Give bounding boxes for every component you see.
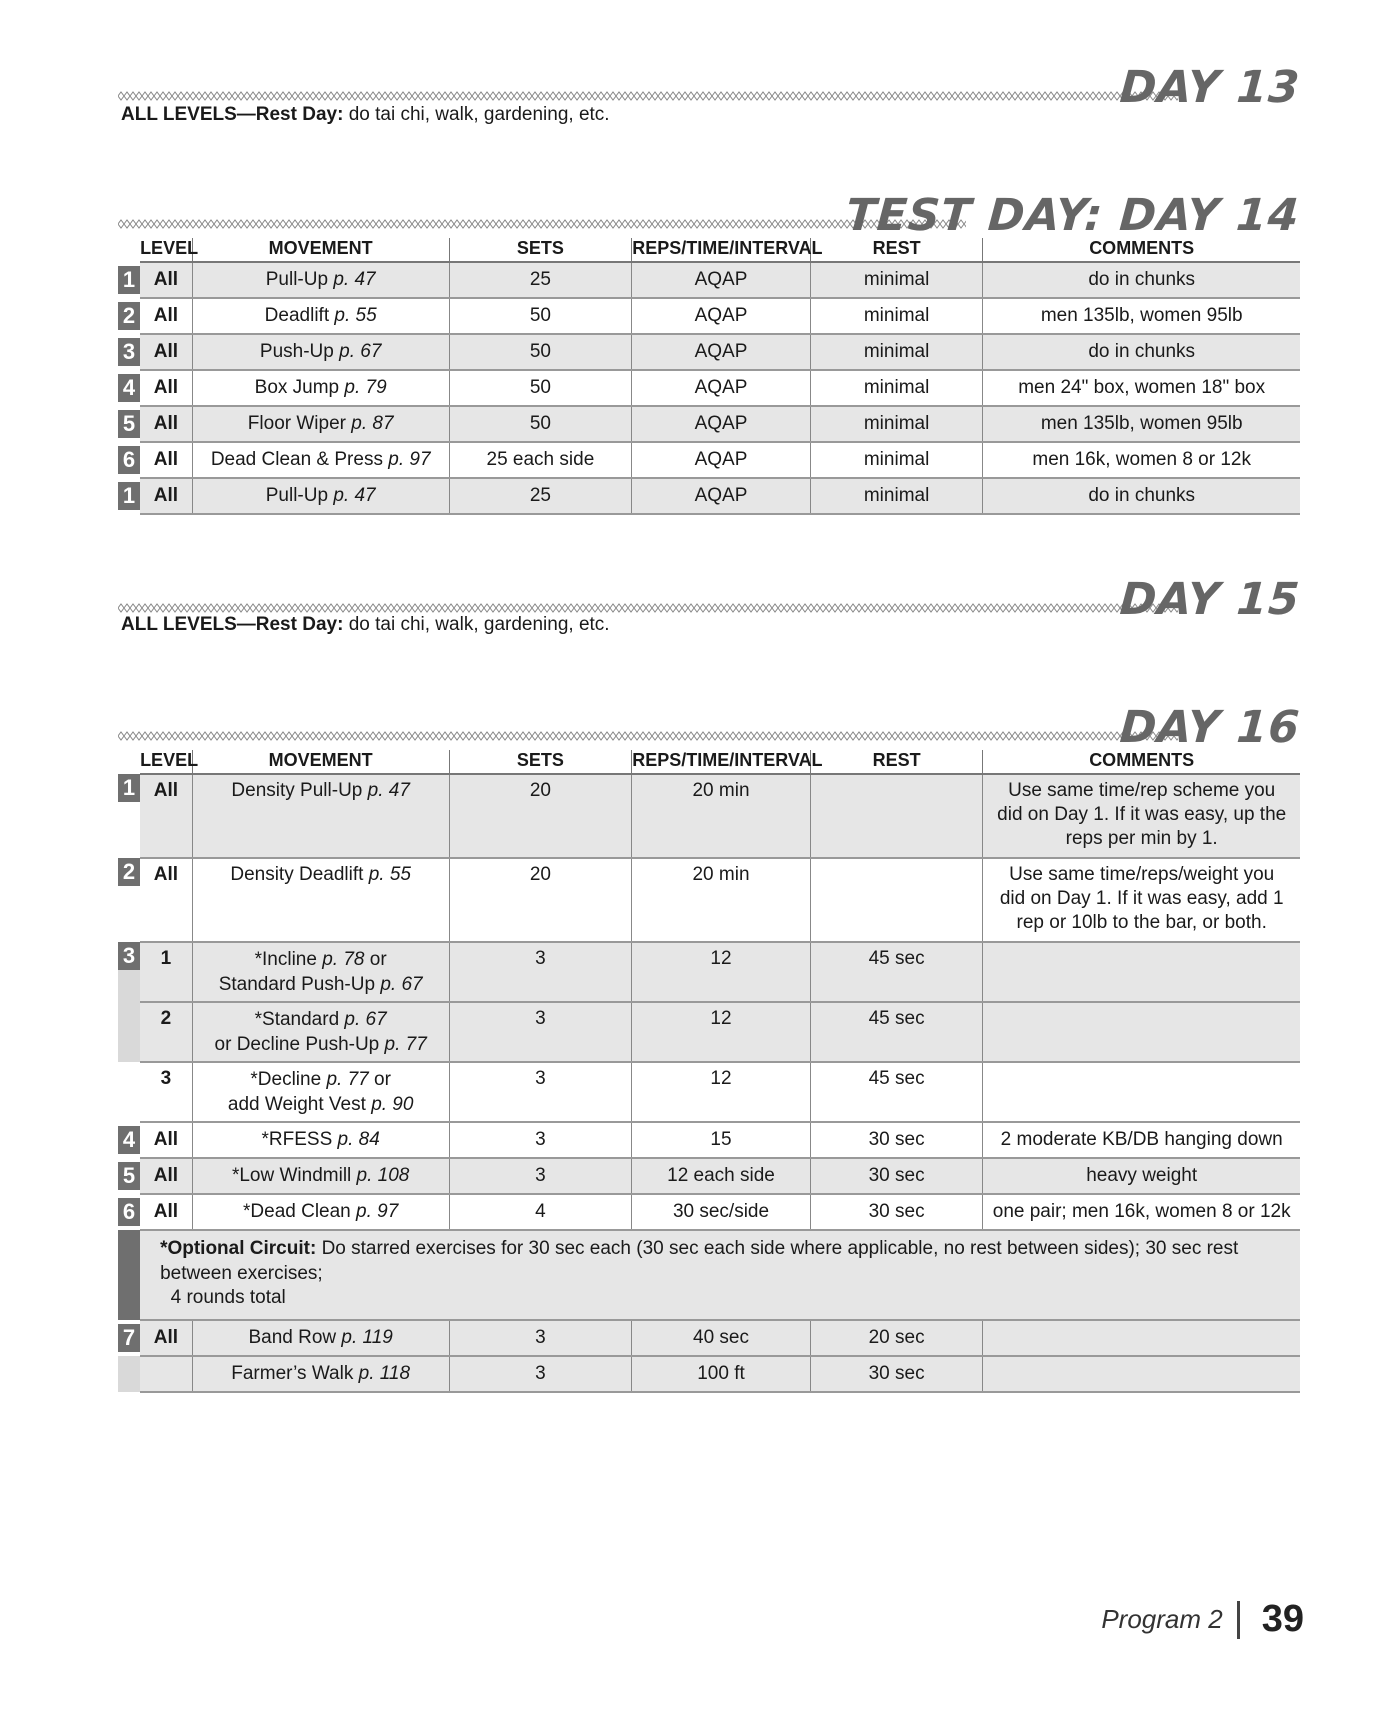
reps-cell: 20 min bbox=[632, 774, 811, 858]
comments-cell: one pair; men 16k, women 8 or 12k bbox=[983, 1194, 1300, 1230]
table-row bbox=[118, 442, 1300, 478]
comments-cell bbox=[983, 1356, 1300, 1392]
comments-cell: men 16k, women 8 or 12k bbox=[983, 442, 1300, 478]
level-cell: All bbox=[140, 1194, 192, 1230]
day15-title: DAY 15 bbox=[1118, 574, 1302, 625]
reps-cell: AQAP bbox=[632, 298, 811, 334]
col-header-rest: REST bbox=[810, 238, 983, 262]
exercise-number-badge: 6 bbox=[118, 446, 140, 474]
sets-cell: 3 bbox=[449, 1356, 632, 1392]
level-cell: 3 bbox=[140, 1062, 192, 1122]
program-label: Program 2 bbox=[1101, 1604, 1223, 1634]
table-row bbox=[118, 298, 1300, 334]
day14-table bbox=[118, 238, 1300, 515]
exercise-number-badge: 5 bbox=[118, 1162, 140, 1190]
movement-cell: Farmer’s Walk p. 118 bbox=[192, 1356, 449, 1392]
level-cell: 2 bbox=[140, 1002, 192, 1062]
table-row bbox=[118, 370, 1300, 406]
rest-cell: 45 sec bbox=[810, 942, 983, 1002]
level-cell: All bbox=[140, 370, 192, 406]
sets-cell: 25 each side bbox=[449, 442, 632, 478]
zigzag-divider bbox=[118, 602, 1178, 614]
comments-cell: do in chunks bbox=[983, 334, 1300, 370]
sets-cell: 3 bbox=[449, 1320, 632, 1356]
movement-cell: Box Jump p. 79 bbox=[192, 370, 449, 406]
day16-header bbox=[118, 690, 1306, 753]
reps-cell: AQAP bbox=[632, 406, 811, 442]
sets-cell: 3 bbox=[449, 1062, 632, 1122]
reps-cell: 40 sec bbox=[632, 1320, 811, 1356]
col-header-reps: REPS/TIME/INTERVAL bbox=[632, 238, 811, 262]
table-row bbox=[118, 406, 1300, 442]
movement-cell: Floor Wiper p. 87 bbox=[192, 406, 449, 442]
reps-cell: 100 ft bbox=[632, 1356, 811, 1392]
exercise-number-badge: 6 bbox=[118, 1198, 140, 1226]
col-header-movement: MOVEMENT bbox=[192, 750, 449, 774]
sets-cell: 50 bbox=[449, 298, 632, 334]
rest-cell: 45 sec bbox=[810, 1002, 983, 1062]
table-row bbox=[118, 774, 1300, 858]
comments-cell: men 135lb, women 95lb bbox=[983, 298, 1300, 334]
zigzag-divider bbox=[118, 218, 966, 230]
sets-cell: 4 bbox=[449, 1194, 632, 1230]
exercise-number-badge: 7 bbox=[118, 1324, 140, 1352]
movement-cell: *Incline p. 78 or Standard Push-Up p. 67 bbox=[192, 942, 449, 1002]
sets-cell: 20 bbox=[449, 858, 632, 942]
rest-cell: minimal bbox=[810, 442, 983, 478]
reps-cell: 15 bbox=[632, 1122, 811, 1158]
col-header-sets: SETS bbox=[449, 750, 632, 774]
movement-cell: Pull-Up p. 47 bbox=[192, 478, 449, 514]
level-cell: All bbox=[140, 858, 192, 942]
exercise-number-badge: 2 bbox=[118, 302, 140, 330]
level-cell: All bbox=[140, 406, 192, 442]
level-cell: All bbox=[140, 1320, 192, 1356]
rest-cell: minimal bbox=[810, 298, 983, 334]
sets-cell: 3 bbox=[449, 1122, 632, 1158]
table-row bbox=[118, 1122, 1300, 1158]
movement-cell: Pull-Up p. 47 bbox=[192, 262, 449, 298]
rest-cell bbox=[810, 858, 983, 942]
col-header-comments: COMMENTS bbox=[983, 750, 1300, 774]
footer-divider bbox=[1237, 1601, 1240, 1639]
sets-cell: 3 bbox=[449, 1158, 632, 1194]
optional-circuit-note: *Optional Circuit: Do starred exercises for 30 sec each (30 sec each side where applicable, no rest between sides); 30 sec rest between exercises; 4 rounds total bbox=[140, 1230, 1300, 1320]
day14-title: TEST DAY: DAY 14 bbox=[844, 190, 1302, 241]
reps-cell: AQAP bbox=[632, 478, 811, 514]
exercise-number-badge: 4 bbox=[118, 1126, 140, 1154]
level-cell: All bbox=[140, 262, 192, 298]
col-header-rest: REST bbox=[810, 750, 983, 774]
table-row bbox=[118, 334, 1300, 370]
sets-cell: 50 bbox=[449, 334, 632, 370]
movement-cell: Density Pull-Up p. 47 bbox=[192, 774, 449, 858]
movement-cell: *Standard p. 67 or Decline Push-Up p. 77 bbox=[192, 1002, 449, 1062]
movement-cell: *Dead Clean p. 97 bbox=[192, 1194, 449, 1230]
rest-cell bbox=[810, 774, 983, 858]
level-cell: All bbox=[140, 442, 192, 478]
reps-cell: AQAP bbox=[632, 262, 811, 298]
rest-cell: minimal bbox=[810, 370, 983, 406]
rest-cell: 20 sec bbox=[810, 1320, 983, 1356]
reps-cell: AQAP bbox=[632, 370, 811, 406]
comments-cell: heavy weight bbox=[983, 1158, 1300, 1194]
movement-cell: Deadlift p. 55 bbox=[192, 298, 449, 334]
exercise-number-badge: 1 bbox=[118, 774, 140, 802]
movement-cell: *Decline p. 77 or add Weight Vest p. 90 bbox=[192, 1062, 449, 1122]
level-cell: All bbox=[140, 298, 192, 334]
rest-text: do tai chi, walk, gardening, etc. bbox=[343, 104, 610, 125]
comments-cell: do in chunks bbox=[983, 262, 1300, 298]
comments-cell: 2 moderate KB/DB hanging down bbox=[983, 1122, 1300, 1158]
exercise-number-badge: 3 bbox=[118, 942, 140, 970]
day13-title: DAY 13 bbox=[1118, 62, 1302, 113]
level-cell: 1 bbox=[140, 942, 192, 1002]
col-header-sets: SETS bbox=[449, 238, 632, 262]
reps-cell: AQAP bbox=[632, 442, 811, 478]
rest-cell: 30 sec bbox=[810, 1122, 983, 1158]
comments-cell: men 24" box, women 18" box bbox=[983, 370, 1300, 406]
level-cell bbox=[140, 1356, 192, 1392]
sets-cell: 25 bbox=[449, 478, 632, 514]
exercise-number-badge: 1 bbox=[118, 266, 140, 294]
table-row bbox=[118, 1002, 1300, 1062]
comments-cell: Use same time/reps/weight you did on Day 1. If it was easy, add 1 rep or 10lb to the bar, or both. bbox=[983, 858, 1300, 942]
comments-cell: do in chunks bbox=[983, 478, 1300, 514]
day14-header bbox=[118, 178, 1306, 241]
movement-cell: *RFESS p. 84 bbox=[192, 1122, 449, 1158]
rest-cell: 30 sec bbox=[810, 1158, 983, 1194]
table-row bbox=[118, 942, 1300, 1002]
comments-cell bbox=[983, 1062, 1300, 1122]
exercise-number-badge: 2 bbox=[118, 858, 140, 886]
rest-cell: 45 sec bbox=[810, 1062, 983, 1122]
rest-label: ALL LEVELS—Rest Day: bbox=[121, 614, 344, 635]
sets-cell: 3 bbox=[449, 1002, 632, 1062]
comments-cell bbox=[983, 1002, 1300, 1062]
rest-cell: minimal bbox=[810, 406, 983, 442]
zigzag-divider bbox=[118, 90, 1178, 102]
sets-cell: 3 bbox=[449, 942, 632, 1002]
exercise-number-badge: 1 bbox=[118, 482, 140, 510]
col-header-comments: COMMENTS bbox=[983, 238, 1300, 262]
table-row bbox=[118, 1320, 1300, 1356]
table-row bbox=[118, 858, 1300, 942]
table-row bbox=[118, 1062, 1300, 1122]
comments-cell bbox=[983, 1320, 1300, 1356]
level-cell: All bbox=[140, 478, 192, 514]
reps-cell: 12 bbox=[632, 1062, 811, 1122]
movement-cell: Push-Up p. 67 bbox=[192, 334, 449, 370]
optional-circuit-note-row bbox=[118, 1230, 1300, 1320]
sets-cell: 50 bbox=[449, 370, 632, 406]
rest-cell: 30 sec bbox=[810, 1194, 983, 1230]
level-cell: All bbox=[140, 774, 192, 858]
reps-cell: 12 bbox=[632, 942, 811, 1002]
page-footer bbox=[1101, 1598, 1304, 1641]
exercise-number-badge: 5 bbox=[118, 410, 140, 438]
day13-header bbox=[118, 50, 1306, 113]
reps-cell: 12 bbox=[632, 1002, 811, 1062]
day16-table bbox=[118, 750, 1300, 1393]
day16-title: DAY 16 bbox=[1118, 702, 1302, 753]
table-row bbox=[118, 1356, 1300, 1392]
rest-cell: 30 sec bbox=[810, 1356, 983, 1392]
col-header-reps: REPS/TIME/INTERVAL bbox=[632, 750, 811, 774]
movement-cell: Dead Clean & Press p. 97 bbox=[192, 442, 449, 478]
col-header-level: LEVEL bbox=[140, 750, 192, 774]
sets-cell: 50 bbox=[449, 406, 632, 442]
comments-cell: men 135lb, women 95lb bbox=[983, 406, 1300, 442]
table-row bbox=[118, 1158, 1300, 1194]
reps-cell: 20 min bbox=[632, 858, 811, 942]
level-cell: All bbox=[140, 334, 192, 370]
level-cell: All bbox=[140, 1122, 192, 1158]
col-header-movement: MOVEMENT bbox=[192, 238, 449, 262]
comments-cell: Use same time/rep scheme you did on Day 1. If it was easy, up the reps per min by 1. bbox=[983, 774, 1300, 858]
zigzag-divider bbox=[118, 730, 1178, 742]
day13-rest-line bbox=[121, 104, 610, 126]
exercise-number-badge: 4 bbox=[118, 374, 140, 402]
page-number: 39 bbox=[1261, 1598, 1304, 1640]
rest-text: do tai chi, walk, gardening, etc. bbox=[343, 614, 610, 635]
rest-label: ALL LEVELS—Rest Day: bbox=[121, 104, 344, 125]
exercise-number-badge: 3 bbox=[118, 338, 140, 366]
rest-cell: minimal bbox=[810, 334, 983, 370]
day15-rest-line bbox=[121, 614, 610, 636]
rest-cell: minimal bbox=[810, 262, 983, 298]
movement-cell: Band Row p. 119 bbox=[192, 1320, 449, 1356]
movement-cell: *Low Windmill p. 108 bbox=[192, 1158, 449, 1194]
rest-cell: minimal bbox=[810, 478, 983, 514]
table-row bbox=[118, 262, 1300, 298]
sets-cell: 20 bbox=[449, 774, 632, 858]
movement-cell: Density Deadlift p. 55 bbox=[192, 858, 449, 942]
table-row bbox=[118, 1194, 1300, 1230]
reps-cell: 12 each side bbox=[632, 1158, 811, 1194]
table-row bbox=[118, 478, 1300, 514]
comments-cell bbox=[983, 942, 1300, 1002]
reps-cell: 30 sec/side bbox=[632, 1194, 811, 1230]
sets-cell: 25 bbox=[449, 262, 632, 298]
reps-cell: AQAP bbox=[632, 334, 811, 370]
level-cell: All bbox=[140, 1158, 192, 1194]
col-header-level: LEVEL bbox=[140, 238, 192, 262]
